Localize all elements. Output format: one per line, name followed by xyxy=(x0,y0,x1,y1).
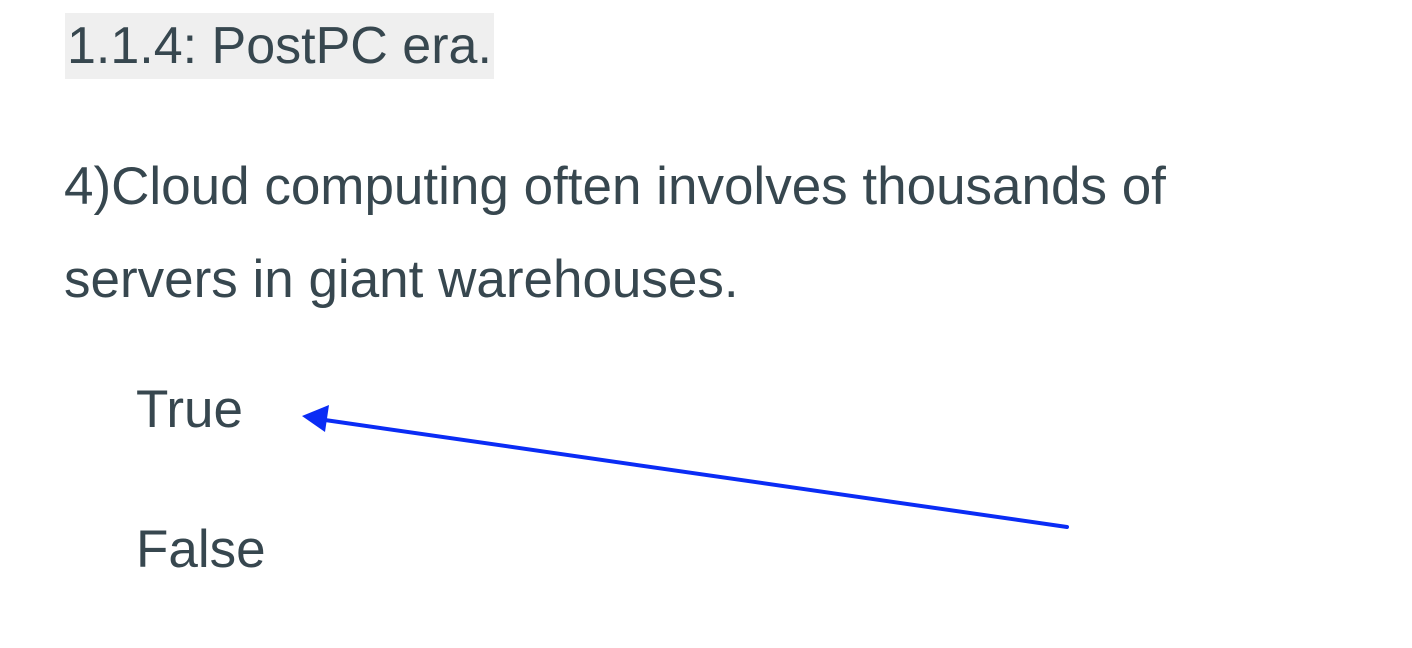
option-true[interactable]: True xyxy=(136,380,244,439)
question-text: 4)Cloud computing often involves thousands of servers in giant warehouses. xyxy=(64,157,1166,309)
arrow-shaft xyxy=(318,419,1067,527)
arrow-head-icon xyxy=(302,405,329,432)
option-false[interactable]: False xyxy=(136,520,266,579)
section-heading: 1.1.4: PostPC era. xyxy=(65,13,494,79)
